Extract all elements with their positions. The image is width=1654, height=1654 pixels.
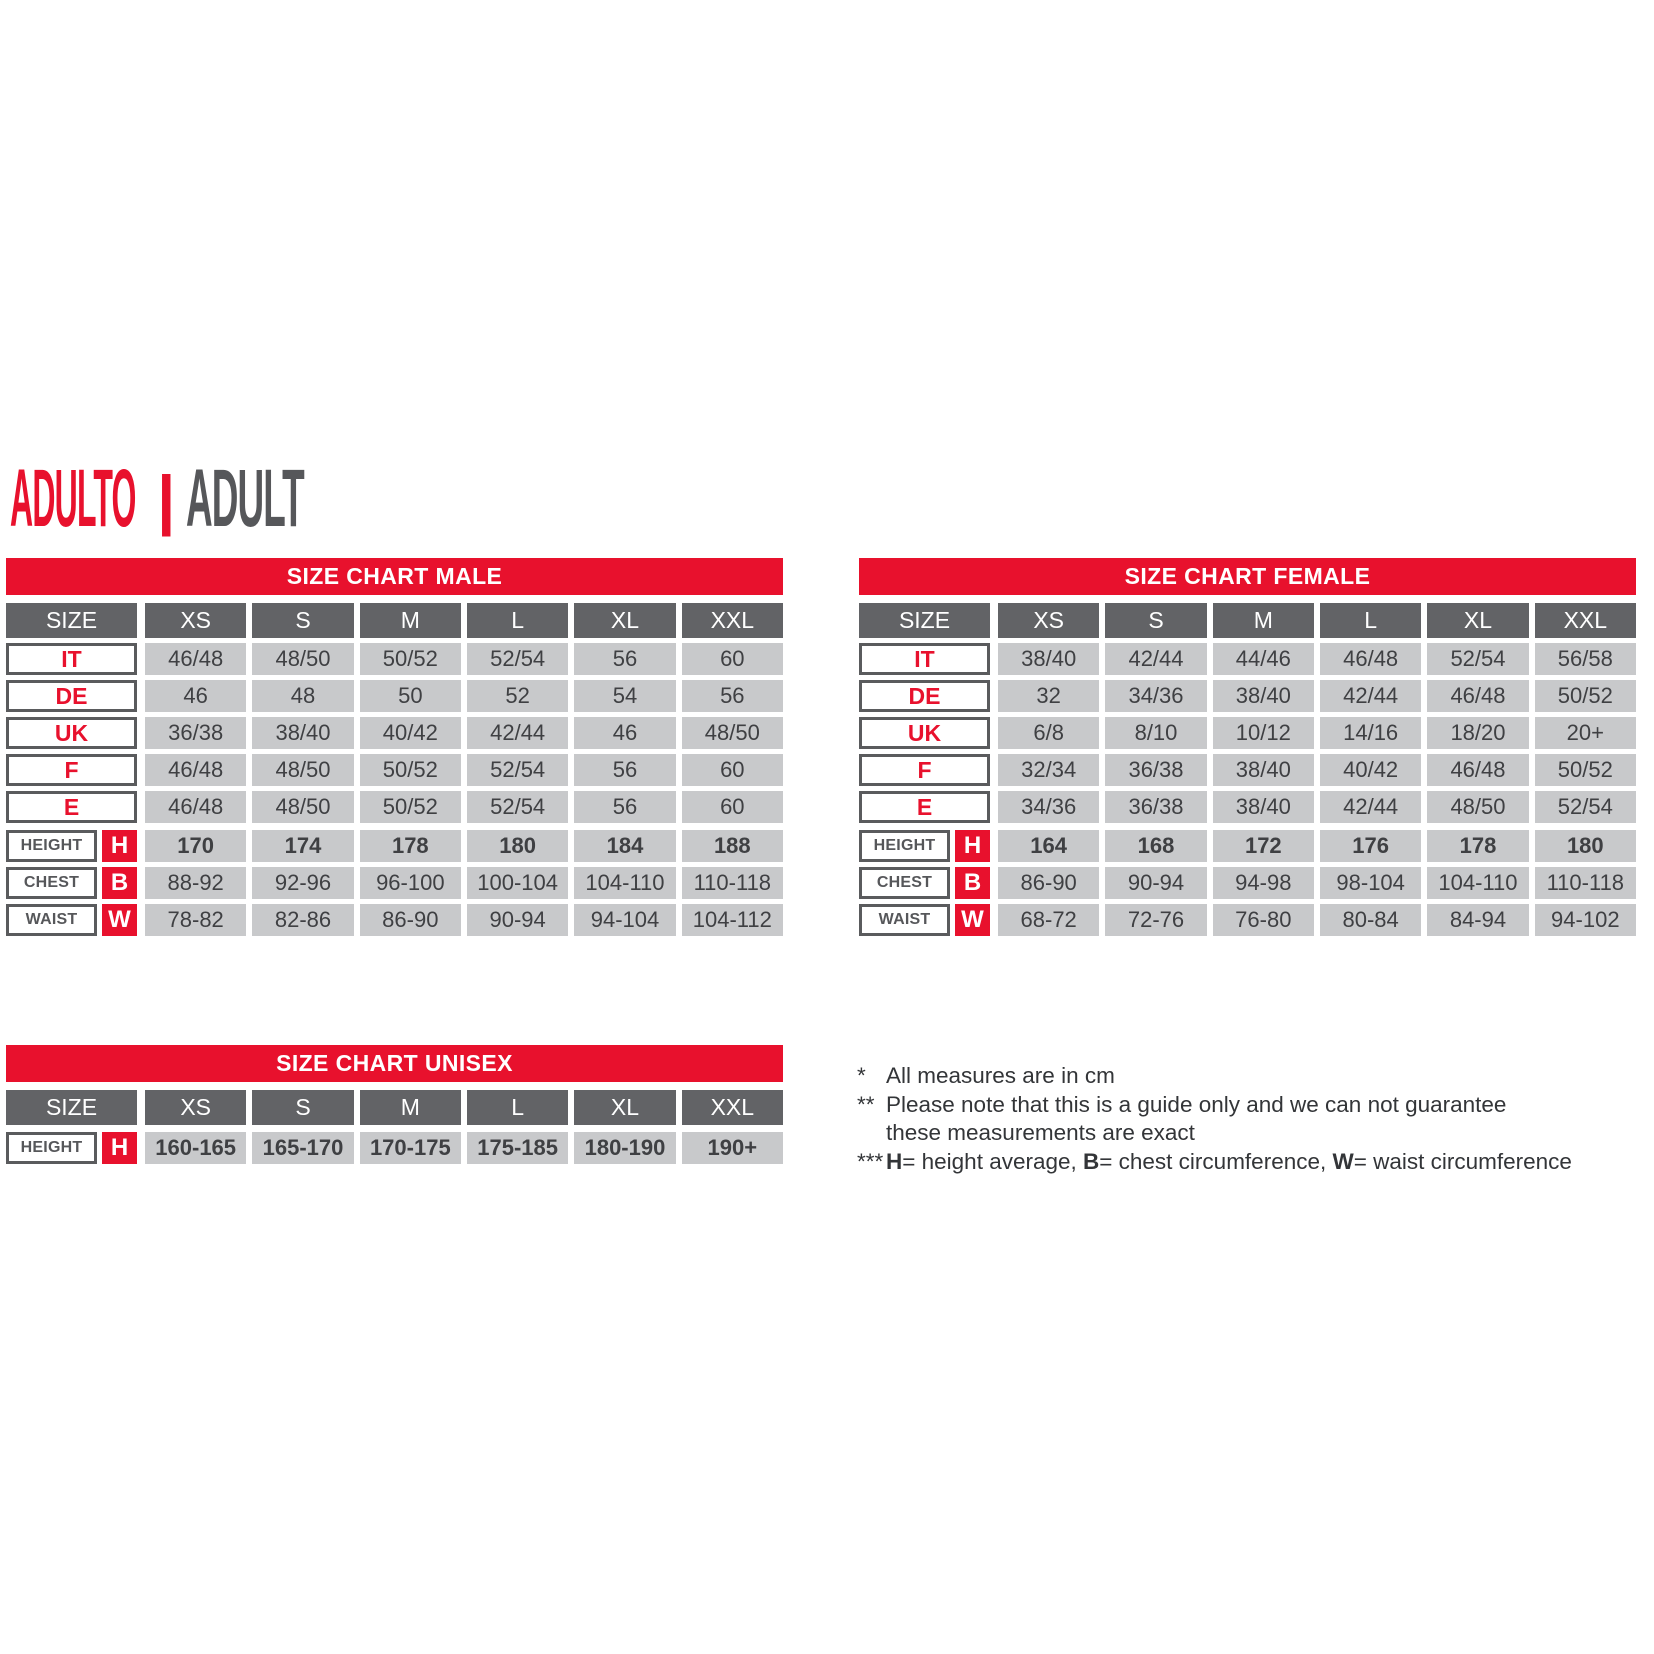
column-header-l: L bbox=[1320, 603, 1421, 638]
row-label-waist: WAIST bbox=[859, 904, 950, 936]
value-cell: 38/40 bbox=[998, 643, 1099, 675]
value-cell: 6/8 bbox=[998, 717, 1099, 749]
row-label-uk: UK bbox=[6, 717, 137, 749]
column-header-xl: XL bbox=[1427, 603, 1528, 638]
value-cell: 172 bbox=[1213, 830, 1314, 862]
value-cell: 42/44 bbox=[1105, 643, 1206, 675]
footnote-line bbox=[886, 1091, 1652, 1120]
value-cell: 56 bbox=[682, 680, 783, 712]
column-header-size: SIZE bbox=[6, 603, 137, 638]
row-label-wrap bbox=[859, 904, 990, 936]
value-cell: 32/34 bbox=[998, 754, 1099, 786]
column-header-m: M bbox=[1213, 603, 1314, 638]
value-cell: 52/54 bbox=[467, 791, 568, 823]
column-header-s: S bbox=[252, 603, 353, 638]
value-cell: 34/36 bbox=[998, 791, 1099, 823]
value-cell: 72-76 bbox=[1105, 904, 1206, 936]
value-cell: 178 bbox=[1427, 830, 1528, 862]
value-cell: 42/44 bbox=[467, 717, 568, 749]
value-cell: 32 bbox=[998, 680, 1099, 712]
value-cell: 46/48 bbox=[1427, 754, 1528, 786]
key-badge-h: H bbox=[102, 1132, 137, 1164]
row-label-f: F bbox=[6, 754, 137, 786]
value-cell: 38/40 bbox=[1213, 791, 1314, 823]
value-cell: 80-84 bbox=[1320, 904, 1421, 936]
female-row-e bbox=[859, 791, 1636, 823]
value-cell: 56/58 bbox=[1535, 643, 1636, 675]
value-cell: 176 bbox=[1320, 830, 1421, 862]
value-cell: 46 bbox=[574, 717, 675, 749]
value-cell: 184 bbox=[574, 830, 675, 862]
row-label-height: HEIGHT bbox=[859, 830, 950, 862]
key-badge-w: W bbox=[102, 904, 137, 936]
value-cell: 50/52 bbox=[1535, 680, 1636, 712]
value-cell: 42/44 bbox=[1320, 791, 1421, 823]
value-cell: 86-90 bbox=[998, 867, 1099, 899]
column-header-xxl: XXL bbox=[682, 1090, 783, 1125]
value-cell: 52/54 bbox=[1427, 643, 1528, 675]
row-label-wrap bbox=[859, 830, 990, 862]
value-cell: 36/38 bbox=[1105, 754, 1206, 786]
value-cell: 20+ bbox=[1535, 717, 1636, 749]
value-cell: 84-94 bbox=[1427, 904, 1528, 936]
value-cell: 96-100 bbox=[360, 867, 461, 899]
value-cell: 38/40 bbox=[252, 717, 353, 749]
value-cell: 178 bbox=[360, 830, 461, 862]
column-header-xs: XS bbox=[145, 1090, 246, 1125]
footnote-2 bbox=[857, 1091, 1652, 1148]
value-cell: 50/52 bbox=[360, 754, 461, 786]
value-cell: 56 bbox=[574, 643, 675, 675]
value-cell: 170-175 bbox=[360, 1132, 461, 1164]
value-cell: 56 bbox=[574, 791, 675, 823]
key-badge-b: B bbox=[102, 867, 137, 899]
value-cell: 168 bbox=[1105, 830, 1206, 862]
footnote-line bbox=[886, 1062, 1652, 1091]
value-cell: 82-86 bbox=[252, 904, 353, 936]
column-header-m: M bbox=[360, 603, 461, 638]
value-cell: 56 bbox=[574, 754, 675, 786]
row-label-uk: UK bbox=[859, 717, 990, 749]
row-label-chest: CHEST bbox=[6, 867, 97, 899]
footnote-1 bbox=[857, 1062, 1652, 1091]
key-badge-w: W bbox=[955, 904, 990, 936]
row-label-height: HEIGHT bbox=[6, 830, 97, 862]
key-badge-h: H bbox=[955, 830, 990, 862]
footnote-marker: ** bbox=[857, 1091, 875, 1117]
footnote-segment: Please note that this is a guide only and we can not guarantee bbox=[886, 1091, 1507, 1117]
value-cell: 36/38 bbox=[145, 717, 246, 749]
value-cell: 190+ bbox=[682, 1132, 783, 1164]
footnote-text bbox=[886, 1148, 1652, 1177]
male-header-row bbox=[6, 603, 783, 638]
value-cell: 40/42 bbox=[360, 717, 461, 749]
value-cell: 18/20 bbox=[1427, 717, 1528, 749]
value-cell: 175-185 bbox=[467, 1132, 568, 1164]
value-cell: 76-80 bbox=[1213, 904, 1314, 936]
value-cell: 52/54 bbox=[467, 754, 568, 786]
value-cell: 52 bbox=[467, 680, 568, 712]
value-cell: 104-110 bbox=[574, 867, 675, 899]
row-label-height: HEIGHT bbox=[6, 1132, 97, 1164]
key-badge-b: B bbox=[955, 867, 990, 899]
value-cell: 174 bbox=[252, 830, 353, 862]
value-cell: 86-90 bbox=[360, 904, 461, 936]
value-cell: 164 bbox=[998, 830, 1099, 862]
row-label-it: IT bbox=[6, 643, 137, 675]
column-header-xxl: XXL bbox=[682, 603, 783, 638]
value-cell: 34/36 bbox=[1105, 680, 1206, 712]
value-cell: 48 bbox=[252, 680, 353, 712]
male-row-chest bbox=[6, 867, 783, 899]
male-row-f bbox=[6, 754, 783, 786]
value-cell: 48/50 bbox=[252, 754, 353, 786]
value-cell: 50/52 bbox=[360, 643, 461, 675]
value-cell: 40/42 bbox=[1320, 754, 1421, 786]
value-cell: 60 bbox=[682, 643, 783, 675]
row-label-chest: CHEST bbox=[859, 867, 950, 899]
value-cell: 46/48 bbox=[1320, 643, 1421, 675]
column-header-l: L bbox=[467, 1090, 568, 1125]
column-header-m: M bbox=[360, 1090, 461, 1125]
footnote-3 bbox=[857, 1148, 1652, 1177]
title-secondary: ADULT bbox=[186, 453, 304, 544]
value-cell: 92-96 bbox=[252, 867, 353, 899]
column-header-size: SIZE bbox=[6, 1090, 137, 1125]
value-cell: 78-82 bbox=[145, 904, 246, 936]
value-cell: 104-112 bbox=[682, 904, 783, 936]
row-label-e: E bbox=[6, 791, 137, 823]
size-chart-male-table bbox=[6, 558, 783, 941]
value-cell: 46 bbox=[145, 680, 246, 712]
value-cell: 94-98 bbox=[1213, 867, 1314, 899]
footnote-marker: * bbox=[857, 1063, 866, 1088]
footnote-segment: = waist circumference bbox=[1353, 1148, 1572, 1174]
value-cell: 180-190 bbox=[574, 1132, 675, 1164]
page-title bbox=[10, 453, 430, 544]
value-cell: 38/40 bbox=[1213, 680, 1314, 712]
footnotes bbox=[857, 1062, 1652, 1176]
footnote-segment: = height average, bbox=[902, 1148, 1084, 1174]
female-title-band: SIZE CHART FEMALE bbox=[859, 558, 1636, 595]
value-cell: 54 bbox=[574, 680, 675, 712]
female-row-f bbox=[859, 754, 1636, 786]
value-cell: 50 bbox=[360, 680, 461, 712]
row-label-f: F bbox=[859, 754, 990, 786]
column-header-xl: XL bbox=[574, 603, 675, 638]
value-cell: 170 bbox=[145, 830, 246, 862]
footnote-text bbox=[886, 1091, 1652, 1148]
footnote-segment: = chest circumference, bbox=[1099, 1148, 1333, 1174]
footnote-segment: All measures are in cm bbox=[886, 1063, 1115, 1088]
female-row-chest bbox=[859, 867, 1636, 899]
value-cell: 90-94 bbox=[467, 904, 568, 936]
female-row-waist bbox=[859, 904, 1636, 936]
value-cell: 36/38 bbox=[1105, 791, 1206, 823]
column-header-xs: XS bbox=[998, 603, 1099, 638]
size-chart-female-table bbox=[859, 558, 1636, 941]
footnote-segment: these measurements are exact bbox=[886, 1120, 1195, 1145]
footnote-segment: W bbox=[1332, 1148, 1354, 1174]
title-primary: ADULTO bbox=[10, 453, 136, 544]
female-row-de bbox=[859, 680, 1636, 712]
male-title-band: SIZE CHART MALE bbox=[6, 558, 783, 595]
value-cell: 110-118 bbox=[1535, 867, 1636, 899]
male-row-de bbox=[6, 680, 783, 712]
column-header-xl: XL bbox=[574, 1090, 675, 1125]
value-cell: 94-102 bbox=[1535, 904, 1636, 936]
row-label-waist: WAIST bbox=[6, 904, 97, 936]
male-row-height bbox=[6, 830, 783, 862]
male-row-it bbox=[6, 643, 783, 675]
unisex-header-row bbox=[6, 1090, 783, 1125]
column-header-xs: XS bbox=[145, 603, 246, 638]
value-cell: 98-104 bbox=[1320, 867, 1421, 899]
row-label-de: DE bbox=[859, 680, 990, 712]
value-cell: 68-72 bbox=[998, 904, 1099, 936]
row-label-wrap bbox=[6, 1132, 137, 1164]
value-cell: 14/16 bbox=[1320, 717, 1421, 749]
value-cell: 180 bbox=[1535, 830, 1636, 862]
value-cell: 104-110 bbox=[1427, 867, 1528, 899]
value-cell: 88-92 bbox=[145, 867, 246, 899]
value-cell: 60 bbox=[682, 791, 783, 823]
value-cell: 160-165 bbox=[145, 1132, 246, 1164]
value-cell: 46/48 bbox=[145, 643, 246, 675]
row-label-wrap bbox=[6, 830, 137, 862]
column-header-xxl: XXL bbox=[1535, 603, 1636, 638]
value-cell: 188 bbox=[682, 830, 783, 862]
value-cell: 50/52 bbox=[1535, 754, 1636, 786]
value-cell: 50/52 bbox=[360, 791, 461, 823]
value-cell: 8/10 bbox=[1105, 717, 1206, 749]
female-row-height bbox=[859, 830, 1636, 862]
key-badge-h: H bbox=[102, 830, 137, 862]
unisex-row-height bbox=[6, 1132, 783, 1164]
value-cell: 42/44 bbox=[1320, 680, 1421, 712]
value-cell: 110-118 bbox=[682, 867, 783, 899]
value-cell: 38/40 bbox=[1213, 754, 1314, 786]
value-cell: 100-104 bbox=[467, 867, 568, 899]
row-label-wrap bbox=[859, 867, 990, 899]
female-row-it bbox=[859, 643, 1636, 675]
male-row-waist bbox=[6, 904, 783, 936]
value-cell: 48/50 bbox=[252, 643, 353, 675]
unisex-title-band: SIZE CHART UNISEX bbox=[6, 1045, 783, 1082]
size-chart-unisex-table bbox=[6, 1045, 783, 1169]
footnote-line bbox=[886, 1148, 1652, 1177]
footnote-segment: H bbox=[886, 1148, 903, 1174]
value-cell: 165-170 bbox=[252, 1132, 353, 1164]
male-row-e bbox=[6, 791, 783, 823]
row-label-it: IT bbox=[859, 643, 990, 675]
title-separator: | bbox=[157, 462, 176, 536]
footnote-marker: *** bbox=[857, 1148, 884, 1174]
value-cell: 44/46 bbox=[1213, 643, 1314, 675]
value-cell: 46/48 bbox=[1427, 680, 1528, 712]
value-cell: 46/48 bbox=[145, 791, 246, 823]
value-cell: 90-94 bbox=[1105, 867, 1206, 899]
column-header-s: S bbox=[252, 1090, 353, 1125]
column-header-s: S bbox=[1105, 603, 1206, 638]
footnote-segment: B bbox=[1083, 1148, 1100, 1174]
footnote-line bbox=[886, 1119, 1652, 1148]
male-row-uk bbox=[6, 717, 783, 749]
female-header-row bbox=[859, 603, 1636, 638]
value-cell: 46/48 bbox=[145, 754, 246, 786]
value-cell: 180 bbox=[467, 830, 568, 862]
footnote-text bbox=[886, 1062, 1652, 1091]
value-cell: 48/50 bbox=[682, 717, 783, 749]
female-row-uk bbox=[859, 717, 1636, 749]
value-cell: 48/50 bbox=[1427, 791, 1528, 823]
value-cell: 52/54 bbox=[1535, 791, 1636, 823]
value-cell: 48/50 bbox=[252, 791, 353, 823]
value-cell: 10/12 bbox=[1213, 717, 1314, 749]
row-label-de: DE bbox=[6, 680, 137, 712]
value-cell: 52/54 bbox=[467, 643, 568, 675]
row-label-e: E bbox=[859, 791, 990, 823]
row-label-wrap bbox=[6, 867, 137, 899]
value-cell: 60 bbox=[682, 754, 783, 786]
value-cell: 94-104 bbox=[574, 904, 675, 936]
row-label-wrap bbox=[6, 904, 137, 936]
column-header-l: L bbox=[467, 603, 568, 638]
column-header-size: SIZE bbox=[859, 603, 990, 638]
